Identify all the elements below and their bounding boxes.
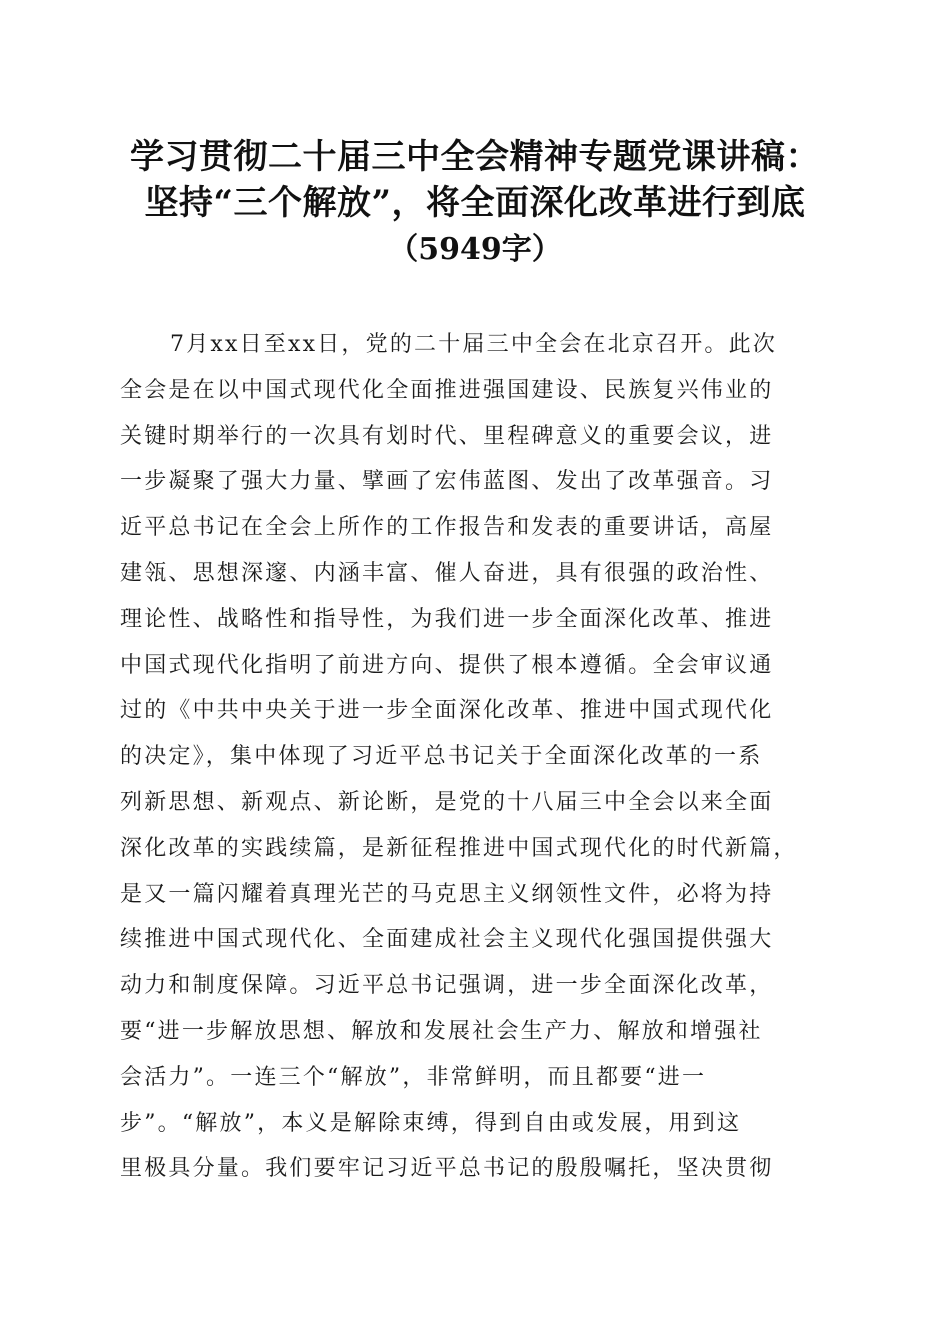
title-line-2: 坚持“三个解放”，将全面深化改革进行到底 — [144, 183, 806, 223]
body-line: 中国式现代化指明了前进方向、提供了根本遵循。全会审议通 — [120, 652, 774, 678]
body-line: 过的《中共中央关于进一步全面深化改革、推进中国式现代化 — [120, 698, 774, 724]
body-line: 建瓴、思想深邃、内涵丰富、催人奋进，具有很强的政治性、 — [120, 560, 774, 586]
title-word-count: （5949字） — [388, 232, 562, 267]
body-line: 的决定》，集中体现了习近平总书记关于全面深化改革的一系 — [120, 744, 763, 770]
body-line: 里极具分量。我们要牢记习近平总书记的殷殷嘱托，坚决贯彻 — [120, 1156, 774, 1182]
body-line: 动力和制度保障。习近平总书记强调，进一步全面深化改革， — [120, 973, 774, 999]
body-line: 会活力”。一连三个“解放”，非常鲜明，而且都要“进一 — [120, 1064, 707, 1090]
body-line: 是又一篇闪耀着真理光芒的马克思主义纲领性文件，必将为持 — [120, 881, 774, 907]
body-line: 深化改革的实践续篇，是新征程推进中国式现代化的时代新篇， — [120, 835, 798, 861]
body-line: 7月xx日至xx日，党的二十届三中全会在北京召开。此次 — [170, 332, 778, 357]
body-line: 理论性、战略性和指导性，为我们进一步全面深化改革、推进 — [120, 606, 774, 632]
body-line: 关键时期举行的一次具有划时代、里程碑意义的重要会议，进 — [120, 423, 774, 449]
body-line: 列新思想、新观点、新论断，是党的十八届三中全会以来全面 — [120, 789, 774, 815]
body-line: 一步凝聚了强大力量、擘画了宏伟蓝图、发出了改革强音。习 — [120, 469, 774, 495]
body-line: 全会是在以中国式现代化全面推进强国建设、民族复兴伟业的 — [120, 377, 774, 403]
body-line: 近平总书记在全会上所作的工作报告和发表的重要讲话，高屋 — [120, 515, 774, 541]
body-line: 步”。“解放”，本义是解除束缚，得到自由或发展，用到这 — [120, 1110, 742, 1136]
body-line: 续推进中国式现代化、全面建成社会主义现代化强国提供强大 — [120, 927, 774, 953]
body-line: 要“进一步解放思想、解放和发展社会生产力、解放和增强社 — [120, 1018, 763, 1044]
document-title — [80, 134, 870, 272]
title-line-1: 学习贯彻二十届三中全会精神专题党课讲稿： — [130, 137, 820, 177]
body-text — [120, 322, 840, 1192]
